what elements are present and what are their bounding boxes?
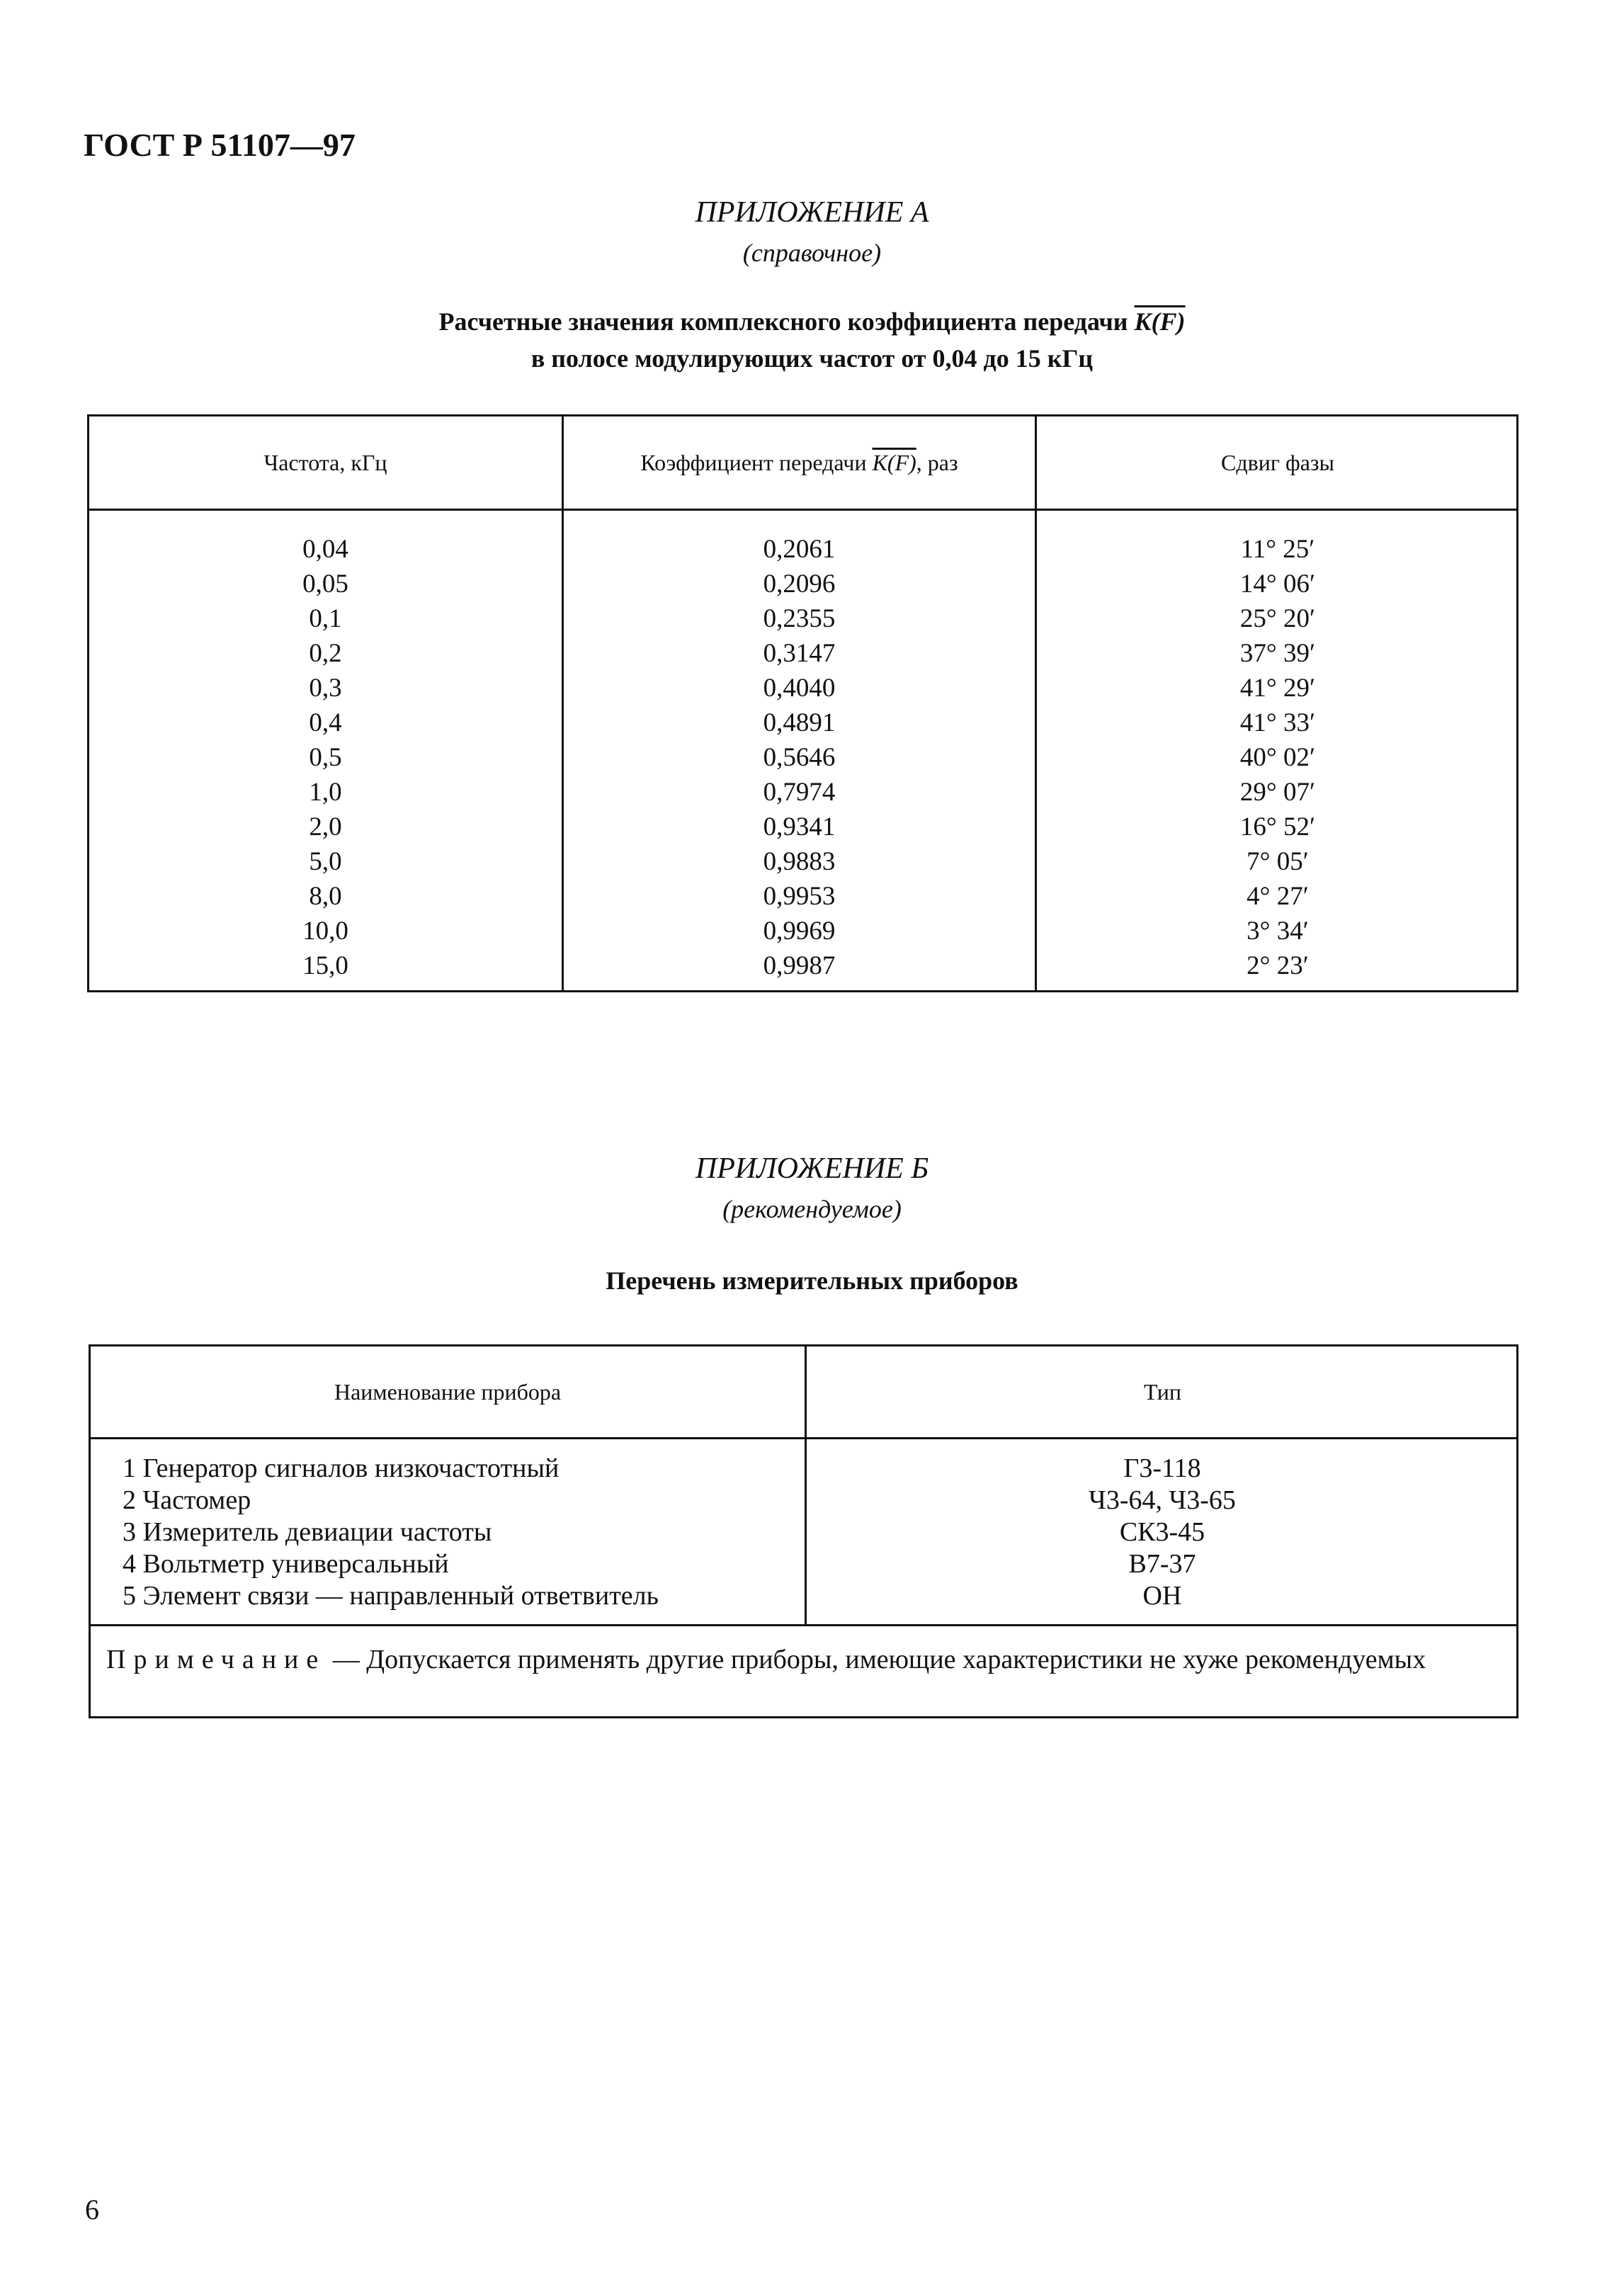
header-coefficient [564,416,1035,509]
appendix-b-heading: Перечень измерительных приборов [606,1266,1018,1295]
instrument-type-cell: В7-37 [1128,1549,1196,1579]
page-number: 6 [85,2194,99,2226]
appendix-a-title: ПРИЛОЖЕНИЕ А [695,196,929,229]
phase-shift-cell: 25° 20′ [1239,604,1316,633]
phase-shift-cell: 41° 33′ [1239,708,1316,737]
phase-shift-cell: 37° 39′ [1239,639,1316,668]
phase-shift-cell: 3° 34′ [1247,917,1309,946]
phase-shift-cell: 29° 07′ [1239,778,1316,807]
coefficient-cell: 0,5646 [763,743,836,772]
header-phase-shift: Сдвиг фазы [1220,449,1335,475]
phase-shift-cell: 40° 02′ [1239,743,1316,772]
header-coefficient-symbol: K(F) [872,449,916,475]
heading-line-2: в полосе модулирующих частот от 0,04 до 15 кГц [530,344,1094,373]
frequency-cell: 0,5 [309,743,342,772]
phase-shift-cell: 4° 27′ [1247,882,1309,911]
appendix-b-subtitle: (рекомендуемое) [722,1195,902,1223]
instrument-name-cell: 1 Генератор сигналов низкочастотный [123,1453,560,1483]
phase-shift-cell: 41° 29′ [1239,674,1316,703]
instrument-name-cell: 4 Вольтметр универсальный [123,1549,449,1579]
coefficient-cell: 0,2096 [763,569,836,599]
heading-line-1: Расчетные значения комплексного коэффициента передачи [438,307,1128,336]
instrument-types-column [806,1453,1518,1612]
document-code: ГОСТ Р 51107—97 [84,127,356,163]
header-coefficient-suffix: , раз [916,449,958,475]
frequency-cell: 8,0 [309,882,342,911]
header-frequency: Частота, кГц [263,449,387,475]
coefficient-cell: 0,4891 [763,708,836,737]
appendix-a-heading [0,303,1624,377]
appendix-a-subtitle: (справочное) [742,239,882,267]
frequency-column [89,532,562,983]
coefficient-cell: 0,9341 [763,812,836,841]
coefficient-cell: 0,4040 [763,674,836,703]
frequency-cell: 10,0 [302,917,348,946]
phase-shift-column [1037,532,1518,983]
instrument-name-cell: 3 Измеритель девиации частоты [123,1517,492,1547]
appendix-b-title: ПРИЛОЖЕНИЕ Б [695,1152,929,1185]
coefficient-cell: 0,2061 [763,535,836,564]
phase-shift-cell: 7° 05′ [1247,847,1309,876]
frequency-cell: 0,3 [309,674,342,703]
note-label: Примечание [106,1645,326,1674]
frequency-cell: 0,2 [309,639,342,668]
header-coefficient-prefix: Коэффициент передачи [640,449,867,475]
coefficient-cell: 0,2355 [763,604,836,633]
frequency-cell: 0,4 [309,708,342,737]
instrument-type-cell: Ч3-64, Ч3-65 [1089,1485,1236,1515]
heading-symbol: K(F) [1134,307,1186,336]
frequency-cell: 0,1 [309,604,342,633]
frequency-cell: 0,05 [302,569,348,599]
instruments-table [89,1344,1518,1718]
phase-shift-cell: 14° 06′ [1239,569,1316,599]
frequency-cell: 1,0 [309,778,342,807]
instrument-names-column [123,1453,659,1612]
note [106,1643,1509,1677]
phase-shift-cell: 2° 23′ [1247,951,1309,980]
instrument-name-cell: 5 Элемент связи — направленный ответвитель [123,1581,659,1611]
header-instrument-name: Наименование прибора [334,1378,562,1405]
coefficient-cell: 0,3147 [763,639,836,668]
frequency-cell: 15,0 [302,951,348,980]
instrument-type-cell: ОН [1142,1581,1182,1611]
note-text: — Допускается применять другие приборы, имеющие характеристики не хуже рекомендуемых [326,1645,1426,1674]
instrument-type-cell: СК3-45 [1119,1517,1205,1547]
coefficient-cell: 0,9953 [763,882,836,911]
coefficient-cell: 0,9883 [763,847,836,876]
instrument-name-cell: 2 Частомер [123,1485,251,1515]
instrument-type-cell: Г3-118 [1123,1453,1201,1483]
frequency-cell: 5,0 [309,847,342,876]
frequency-cell: 0,04 [302,535,348,564]
coefficient-column [564,532,1035,983]
header-type: Тип [1144,1378,1181,1405]
coefficient-cell: 0,9969 [763,917,836,946]
phase-shift-cell: 16° 52′ [1239,812,1316,841]
coefficient-cell: 0,7974 [763,778,836,807]
coefficient-cell: 0,9987 [763,951,836,980]
phase-shift-cell: 11° 25′ [1240,535,1315,564]
frequency-cell: 2,0 [309,812,342,841]
transfer-coefficient-table [87,414,1518,992]
